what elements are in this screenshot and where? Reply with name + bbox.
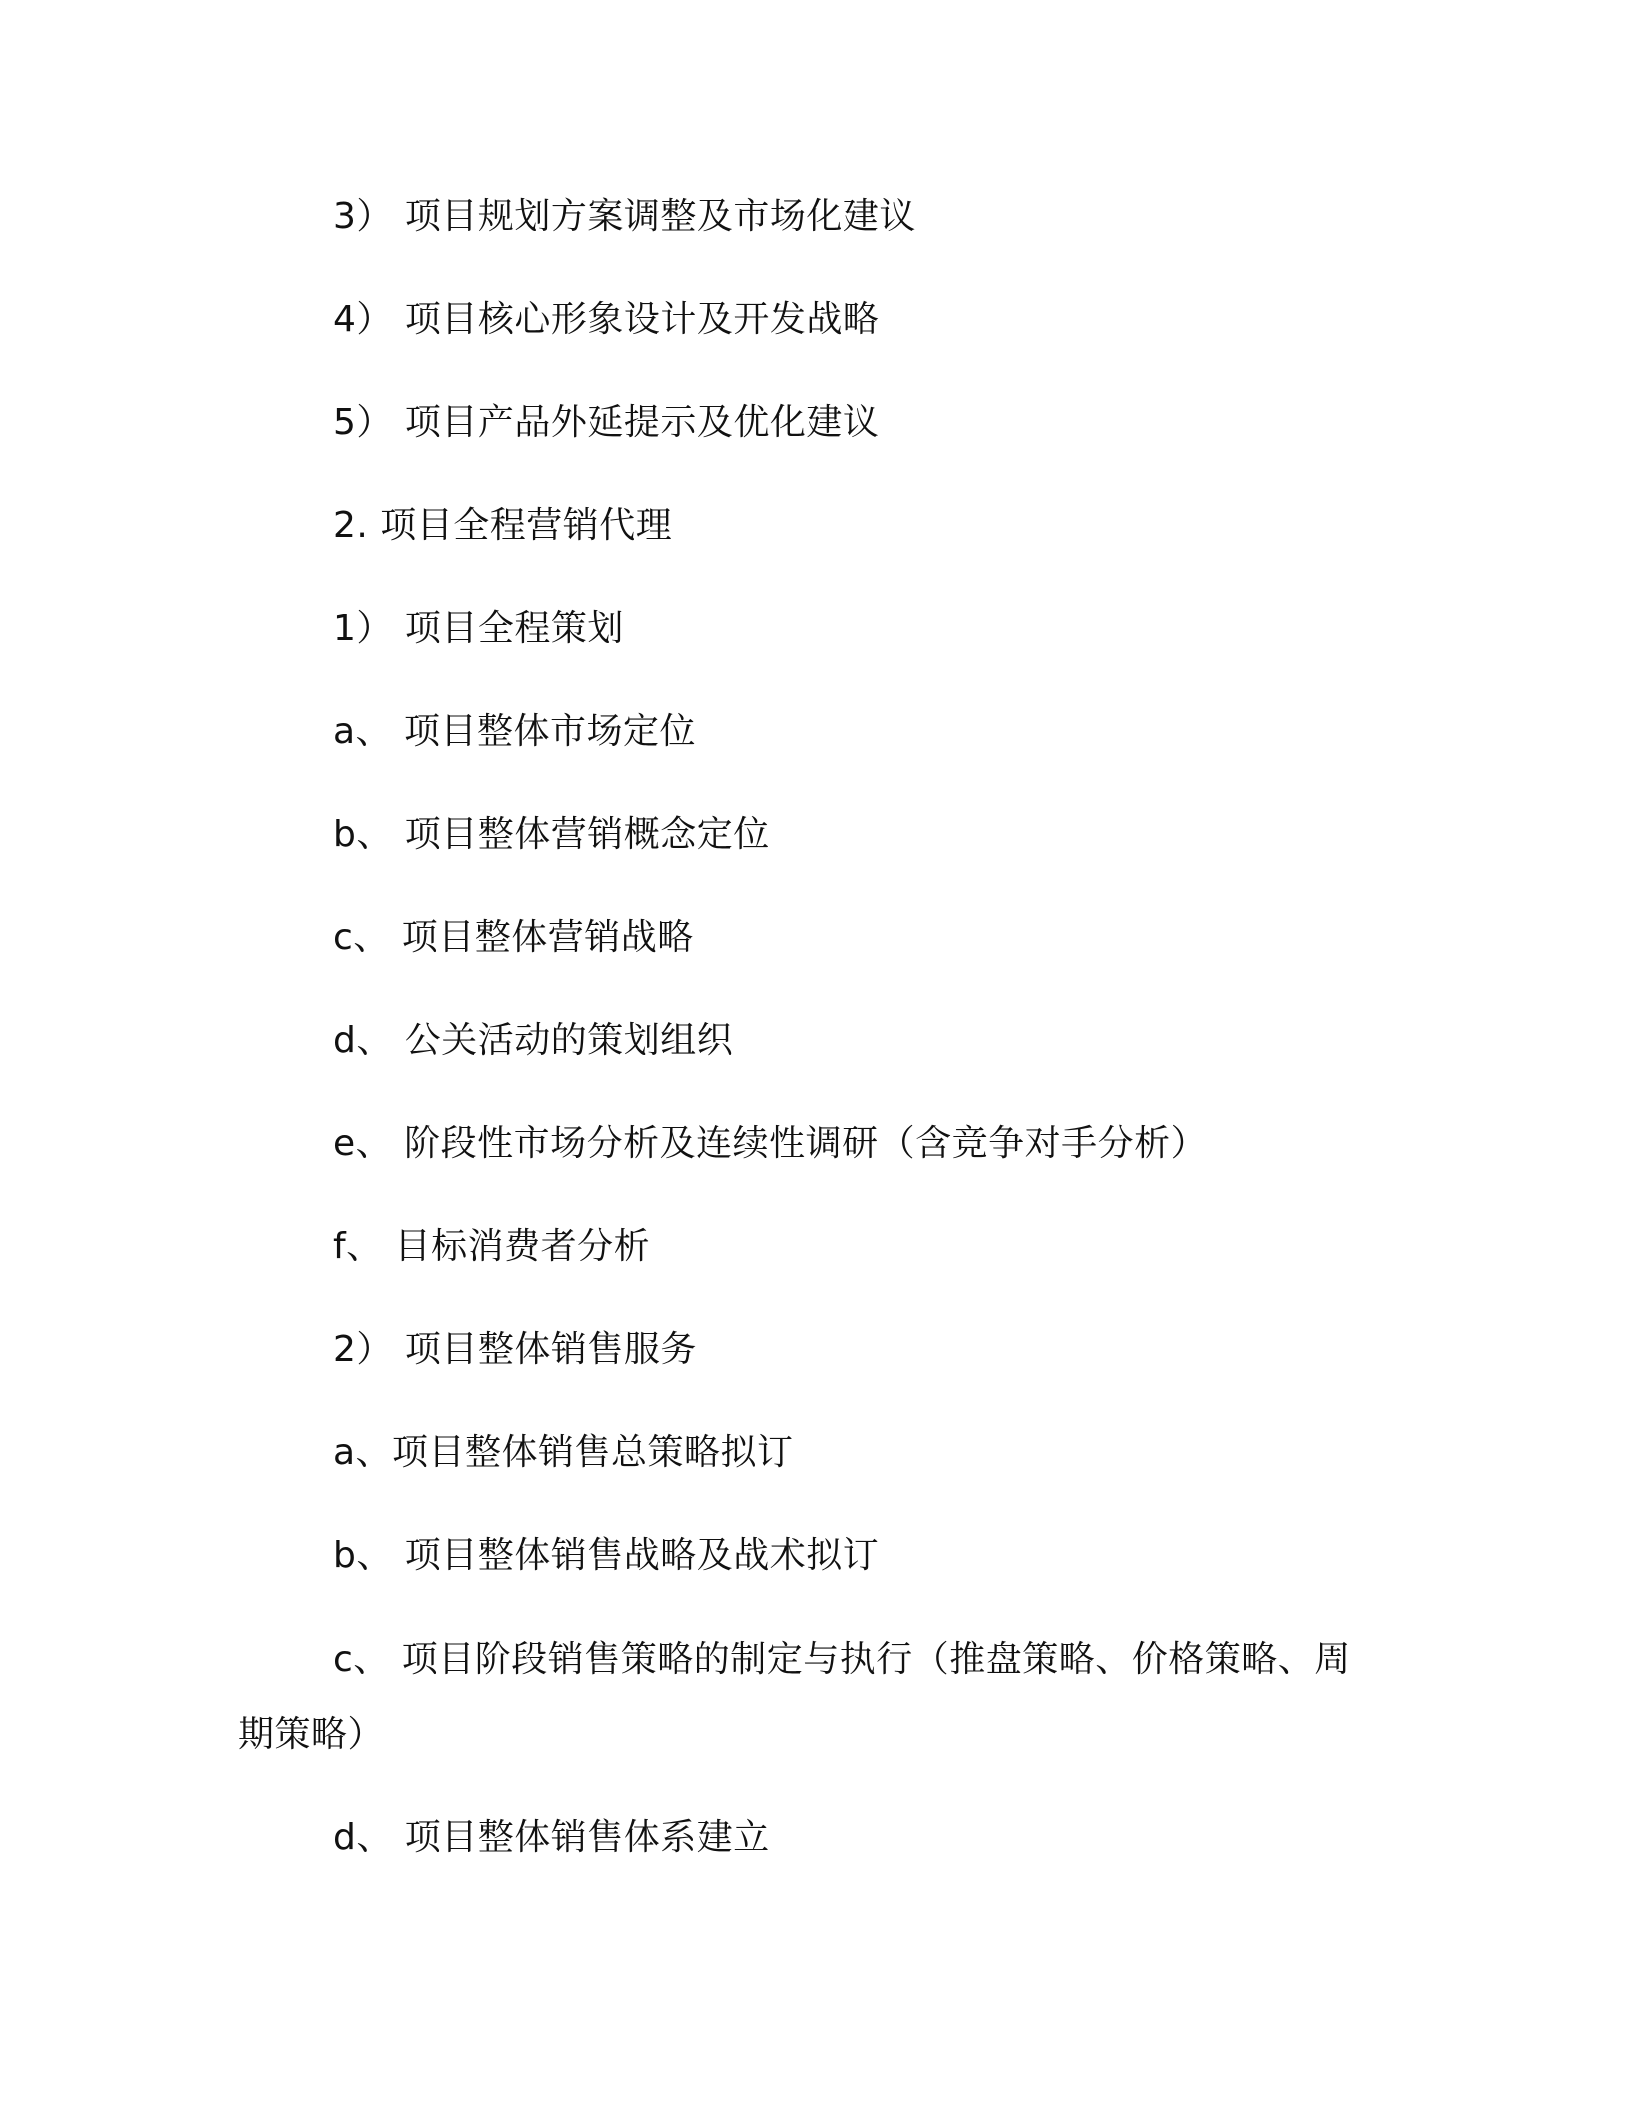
text-line: e、 阶段性市场分析及连续性调研（含竞争对手分析） bbox=[333, 1123, 1208, 1164]
text-line: c、 项目整体营销战略 bbox=[333, 917, 694, 958]
text-line: a、项目整体销售总策略拟订 bbox=[333, 1432, 794, 1473]
text-line: d、 公关活动的策划组织 bbox=[333, 1020, 734, 1061]
text-line-continuation: 期策略） bbox=[238, 1714, 385, 1755]
text-line: c、 项目阶段销售策略的制定与执行（推盘策略、价格策略、周 bbox=[333, 1639, 1351, 1680]
text-line: d、 项目整体销售体系建立 bbox=[333, 1817, 770, 1858]
text-line: 2） 项目整体销售服务 bbox=[333, 1329, 697, 1370]
text-line: f、 目标消费者分析 bbox=[333, 1226, 651, 1267]
text-line: 5） 项目产品外延提示及优化建议 bbox=[333, 402, 880, 443]
text-line: 1） 项目全程策划 bbox=[333, 608, 624, 649]
text-line: a、 项目整体市场定位 bbox=[333, 711, 697, 752]
section-heading: 2. 项目全程营销代理 bbox=[333, 505, 673, 546]
text-line: b、 项目整体销售战略及战术拟订 bbox=[333, 1535, 880, 1576]
text-line: 3） 项目规划方案调整及市场化建议 bbox=[333, 196, 916, 237]
text-line: 4） 项目核心形象设计及开发战略 bbox=[333, 299, 880, 340]
text-line: b、 项目整体营销概念定位 bbox=[333, 814, 770, 855]
